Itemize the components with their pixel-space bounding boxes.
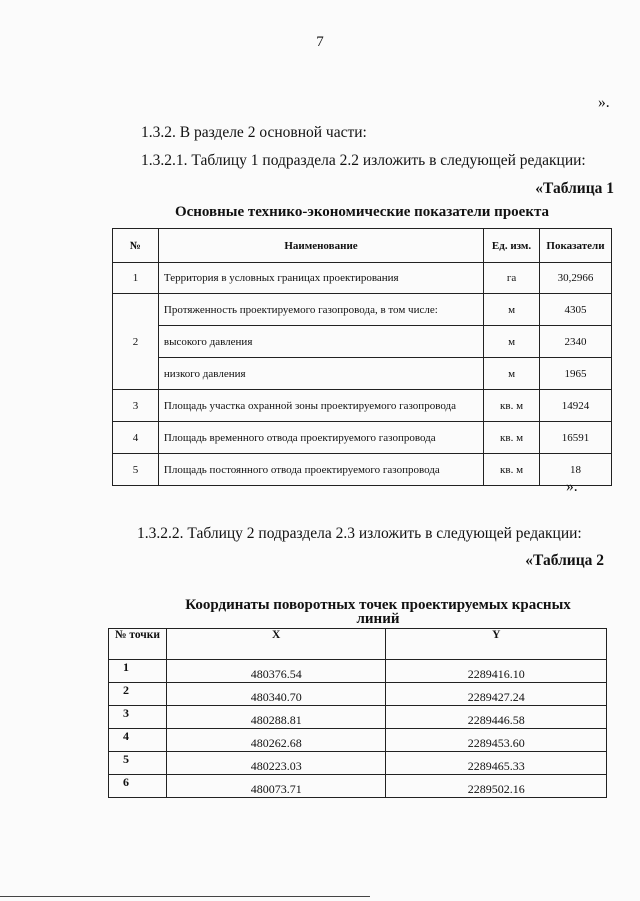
table1-header-value: Показатели	[540, 229, 612, 263]
table2-cell-x: 480340.70	[166, 683, 386, 706]
table-row	[109, 775, 607, 798]
table-row	[109, 752, 607, 775]
table2-cell-num: 1	[109, 660, 167, 683]
table1-cell-value: 14924	[540, 390, 612, 422]
table-row	[113, 422, 612, 454]
table-row	[113, 358, 612, 390]
table2-cell-y: 2289502.16	[386, 775, 607, 798]
table1-label: «Таблица 1	[535, 180, 614, 197]
table2-cell-num: 5	[109, 752, 167, 775]
table2-cell-y: 2289465.33	[386, 752, 607, 775]
table2-header-num: № точки	[109, 629, 167, 660]
table1-cell-name: Территория в условных границах проектирования	[158, 263, 483, 294]
table2-cell-num: 6	[109, 775, 167, 798]
table1-cell-num: 3	[113, 390, 159, 422]
table1-cell-unit: м	[484, 358, 540, 390]
table1-cell-name: низкого давления	[158, 358, 483, 390]
table-row	[113, 294, 612, 326]
table2-header-y: Y	[386, 629, 607, 660]
table1-cell-unit: м	[484, 294, 540, 326]
table2-cell-x: 480223.03	[166, 752, 386, 775]
table-row	[109, 660, 607, 683]
table1-cell-unit: кв. м	[484, 454, 540, 486]
page-number: 7	[316, 34, 324, 50]
table1-cell-num: 1	[113, 263, 159, 294]
table2	[108, 628, 607, 798]
table2-cell-x: 480262.68	[166, 729, 386, 752]
table2-cell-y: 2289427.24	[386, 683, 607, 706]
table1-cell-value: 4305	[540, 294, 612, 326]
footer-divider	[0, 896, 370, 897]
table-row	[109, 706, 607, 729]
closing-quote-top: ».	[598, 94, 610, 111]
table1-cell-unit: кв. м	[484, 422, 540, 454]
table-row	[109, 683, 607, 706]
table-row	[113, 326, 612, 358]
table1-header-row	[113, 229, 612, 263]
table2-cell-y: 2289446.58	[386, 706, 607, 729]
table2-cell-x: 480073.71	[166, 775, 386, 798]
table2-cell-x: 480376.54	[166, 660, 386, 683]
table2-title-line2: линий	[356, 611, 400, 627]
table1-cell-name: Протяженность проектируемого газопровода, в том числе:	[158, 294, 483, 326]
table1-cell-name: высокого давления	[158, 326, 483, 358]
table1-cell-name: Площадь временного отвода проектируемого газопровода	[158, 422, 483, 454]
table-row	[113, 454, 612, 486]
section-line-1-3-2-2: 1.3.2.2. Таблицу 2 подраздела 2.3 изложить в следующей редакции:	[137, 525, 582, 542]
table1-cell-unit: м	[484, 326, 540, 358]
table1-cell-name: Площадь постоянного отвода проектируемого газопровода	[158, 454, 483, 486]
table1-cell-value: 18	[540, 454, 612, 486]
section-line-1-3-2: 1.3.2. В разделе 2 основной части:	[141, 124, 367, 141]
table-row	[113, 263, 612, 294]
table1-cell-num: 5	[113, 454, 159, 486]
table1-cell-num: 4	[113, 422, 159, 454]
table-row	[113, 390, 612, 422]
closing-quote-mid: ».	[566, 478, 578, 495]
table2-header-row	[109, 629, 607, 660]
table2-header-x: X	[166, 629, 386, 660]
table2-title-line1: Координаты поворотных точек проектируемых красных	[185, 597, 571, 613]
table2-cell-x: 480288.81	[166, 706, 386, 729]
table1-header-name: Наименование	[158, 229, 483, 263]
table2-cell-y: 2289416.10	[386, 660, 607, 683]
table1-cell-value: 2340	[540, 326, 612, 358]
section-line-1-3-2-1: 1.3.2.1. Таблицу 1 подраздела 2.2 изложить в следующей редакции:	[141, 152, 586, 169]
table2-label: «Таблица 2	[525, 552, 604, 569]
table1-cell-name: Площадь участка охранной зоны проектируемого газопровода	[158, 390, 483, 422]
table1-header-num: №	[113, 229, 159, 263]
table1-cell-value: 16591	[540, 422, 612, 454]
table1-title: Основные технико-экономические показатели проекта	[174, 204, 550, 220]
table1-cell-num: 2	[113, 294, 159, 390]
table1-cell-value: 30,2966	[540, 263, 612, 294]
table2-cell-num: 4	[109, 729, 167, 752]
table1-cell-value: 1965	[540, 358, 612, 390]
table2-cell-num: 2	[109, 683, 167, 706]
table1-cell-unit: га	[484, 263, 540, 294]
table2-cell-y: 2289453.60	[386, 729, 607, 752]
table1	[112, 228, 612, 486]
table1-header-unit: Ед. изм.	[484, 229, 540, 263]
table1-cell-unit: кв. м	[484, 390, 540, 422]
table-row	[109, 729, 607, 752]
table2-cell-num: 3	[109, 706, 167, 729]
